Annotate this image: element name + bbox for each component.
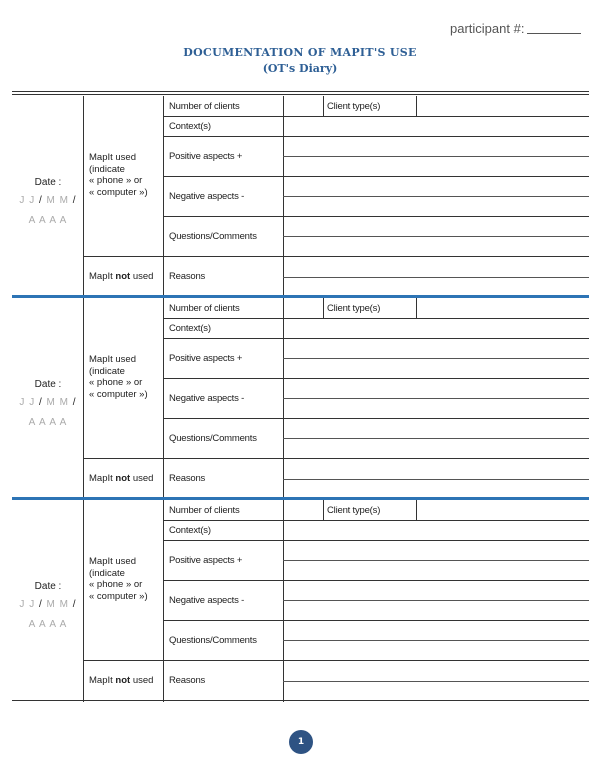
client-types-label: Client type(s) bbox=[327, 505, 381, 516]
participant-label: participant #: bbox=[450, 21, 525, 36]
number-of-clients-label: Number of clients bbox=[169, 101, 240, 112]
mapit-used-label: MapIt used (indicate « phone » or « computer ») bbox=[89, 556, 148, 602]
top-rule-2 bbox=[12, 94, 589, 95]
row-divider bbox=[163, 520, 589, 521]
row-divider bbox=[163, 216, 589, 217]
mapit-not-used-label: MapIt not used bbox=[89, 473, 154, 484]
writing-line bbox=[283, 479, 589, 480]
col-divider bbox=[416, 298, 417, 318]
row-divider bbox=[163, 318, 589, 319]
row-divider bbox=[83, 458, 589, 459]
writing-line bbox=[283, 681, 589, 682]
writing-line bbox=[283, 600, 589, 601]
row-divider bbox=[163, 620, 589, 621]
col-divider bbox=[283, 298, 284, 500]
col-divider bbox=[283, 96, 284, 298]
writing-line bbox=[283, 358, 589, 359]
col-divider bbox=[323, 298, 324, 318]
contexts-label: Context(s) bbox=[169, 525, 211, 536]
positive-aspects-label: Positive aspects + bbox=[169, 151, 243, 162]
participant-number-field[interactable] bbox=[450, 21, 581, 36]
date-label: Date : bbox=[34, 177, 62, 188]
diary-entry-3 bbox=[12, 500, 589, 702]
reasons-label: Reasons bbox=[169, 473, 206, 484]
reasons-label: Reasons bbox=[169, 271, 206, 282]
mapit-used-label: MapIt used (indicate « phone » or « computer ») bbox=[89, 152, 148, 198]
row-divider bbox=[163, 418, 589, 419]
page-subtitle: (OT's Diary) bbox=[262, 62, 338, 75]
writing-line bbox=[283, 398, 589, 399]
writing-line bbox=[283, 156, 589, 157]
date-format-year[interactable]: A A A A bbox=[28, 215, 68, 226]
writing-line bbox=[283, 277, 589, 278]
mapit-used-label: MapIt used (indicate « phone » or « computer ») bbox=[89, 354, 148, 400]
questions-comments-label: Questions/Comments bbox=[169, 635, 257, 646]
reasons-label: Reasons bbox=[169, 675, 206, 686]
row-divider bbox=[163, 136, 589, 137]
writing-line bbox=[283, 196, 589, 197]
col-divider bbox=[323, 500, 324, 520]
top-rule bbox=[12, 91, 589, 92]
col-divider bbox=[283, 500, 284, 702]
bottom-rule bbox=[12, 700, 589, 701]
negative-aspects-label: Negative aspects - bbox=[169, 595, 245, 606]
number-of-clients-label: Number of clients bbox=[169, 303, 240, 314]
diary-entry-2 bbox=[12, 298, 589, 500]
page-number: 1 bbox=[289, 730, 313, 754]
row-divider bbox=[163, 338, 589, 339]
positive-aspects-label: Positive aspects + bbox=[169, 555, 243, 566]
participant-blank[interactable] bbox=[527, 21, 581, 34]
row-divider bbox=[163, 540, 589, 541]
positive-aspects-label: Positive aspects + bbox=[169, 353, 243, 364]
page-title: DOCUMENTATION OF MAPIT'S USE bbox=[183, 46, 417, 59]
date-format[interactable]: J J / M M / bbox=[19, 397, 77, 408]
date-format-year[interactable]: A A A A bbox=[28, 619, 68, 630]
client-types-label: Client type(s) bbox=[327, 303, 381, 314]
date-label: Date : bbox=[34, 581, 62, 592]
contexts-label: Context(s) bbox=[169, 323, 211, 334]
diary-entry-1 bbox=[12, 96, 589, 298]
row-divider bbox=[163, 378, 589, 379]
row-divider bbox=[163, 116, 589, 117]
contexts-label: Context(s) bbox=[169, 121, 211, 132]
date-label: Date : bbox=[34, 379, 62, 390]
date-format[interactable]: J J / M M / bbox=[19, 195, 77, 206]
col-divider bbox=[416, 96, 417, 116]
col-divider bbox=[416, 500, 417, 520]
client-types-label: Client type(s) bbox=[327, 101, 381, 112]
negative-aspects-label: Negative aspects - bbox=[169, 393, 245, 404]
row-divider bbox=[83, 256, 589, 257]
mapit-not-used-label: MapIt not used bbox=[89, 675, 154, 686]
number-of-clients-label: Number of clients bbox=[169, 505, 240, 516]
row-divider bbox=[83, 660, 589, 661]
row-divider bbox=[163, 580, 589, 581]
negative-aspects-label: Negative aspects - bbox=[169, 191, 245, 202]
writing-line bbox=[283, 438, 589, 439]
questions-comments-label: Questions/Comments bbox=[169, 433, 257, 444]
date-format[interactable]: J J / M M / bbox=[19, 599, 77, 610]
writing-line bbox=[283, 640, 589, 641]
writing-line bbox=[283, 560, 589, 561]
writing-line bbox=[283, 236, 589, 237]
col-divider bbox=[323, 96, 324, 116]
row-divider bbox=[163, 176, 589, 177]
mapit-not-used-label: MapIt not used bbox=[89, 271, 154, 282]
date-format-year[interactable]: A A A A bbox=[28, 417, 68, 428]
questions-comments-label: Questions/Comments bbox=[169, 231, 257, 242]
